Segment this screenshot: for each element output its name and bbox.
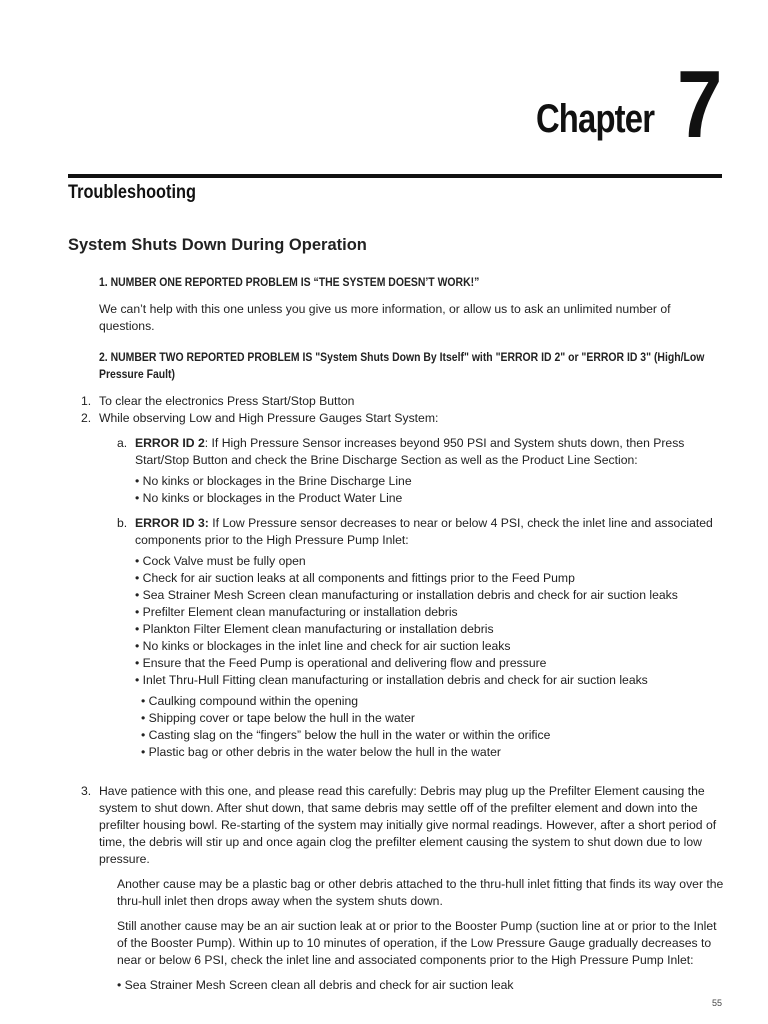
list-item: • Inlet Thru-Hull Fitting clean manufacturing or installation debris and check for air suction leaks — [135, 673, 648, 687]
chapter-heading — [510, 51, 722, 158]
error-id-2-item: a. ERROR ID 2: If High Pressure Sensor increases beyond 950 PSI and System shuts down, then Press Start/Stop Button and check the Brine Discharge Section as well as the Product Line Section: — [117, 436, 685, 467]
list-item: • Ensure that the Feed Pump is operational and delivering flow and pressure — [135, 656, 547, 670]
steps-list — [81, 393, 724, 427]
list-item: • Cock Valve must be fully open — [135, 554, 306, 568]
list-item: • No kinks or blockages in the Brine Discharge Line — [135, 474, 412, 488]
section-title: Troubleshooting — [68, 182, 196, 203]
list-item: • No kinks or blockages in the inlet line and check for air suction leaks — [135, 639, 511, 653]
step-3-item: 3. Have patience with this one, and please read this carefully: Debris may plug up the Prefilter Element causing the system to shut down. After shut down, that same debris may settle off of the prefilter element and down into the prefilter housing bowl. Re-starting of the system may initially give normal readings. However, after a short period of time, the debris will stir up and once again clog the prefilter element causing the system to shut down due to low pressure. — [81, 783, 724, 868]
list-item: • Prefilter Element clean manufacturing or installation debris — [135, 605, 458, 619]
list-item: • Shipping cover or tape below the hull in the water — [141, 711, 415, 725]
step-3-para2: Another cause may be a plastic bag or other debris attached to the thru-hull inlet fitting that finds its way over the thru-hull inlet then drops away when the system shuts down. — [117, 877, 724, 908]
list-item: • Caulking compound within the opening — [141, 694, 359, 708]
problem2-heading: 2. NUMBER TWO REPORTED PROBLEM IS "System Shuts Down By Itself" with "ERROR ID 2" or "ERROR ID 3" (High/Low Pressure Fault) — [99, 351, 705, 381]
list-item: • Sea Strainer Mesh Screen clean manufacturing or installation debris and check for air suction leaks — [135, 588, 678, 602]
subsection-title: System Shuts Down During Operation — [68, 236, 367, 254]
error-id-2-bullets — [135, 473, 724, 507]
chapter-rule — [68, 174, 722, 178]
error-id-3-bullets — [135, 553, 724, 689]
page-number: 55 — [711, 998, 722, 1008]
list-item: • Plastic bag or other debris in the water below the hull in the water — [141, 745, 501, 759]
error-id-3-item: b. ERROR ID 3: If Low Pressure sensor decreases to near or below 4 PSI, check the inlet line and associated components prior to the High Pressure Pump Inlet: — [117, 516, 713, 547]
list-item: 1. To clear the electronics Press Start/Stop Button — [81, 394, 355, 408]
step-3-para3: Still another cause may be an air suction leak at or prior to the Booster Pump (suction line at or prior to the Inlet of the Booster Pump). Within up to 10 minutes of operation, if the Low Pressure Gauge gradually decreases to near or below 6 PSI, check the inlet line and associated components prior to the High Pressure Pump Inlet: — [117, 919, 717, 967]
problem1-heading: 1. NUMBER ONE REPORTED PROBLEM IS “THE SYSTEM DOESN’T WORK!” — [99, 276, 480, 289]
error-id-3-label: ERROR ID 3: — [135, 516, 209, 530]
content-body — [81, 274, 724, 994]
list-item: • No kinks or blockages in the Product Water Line — [135, 491, 403, 505]
error-id-2-label: ERROR ID 2 — [135, 436, 205, 450]
step-3-text: Have patience with this one, and please read this carefully: Debris may plug up the Prefilter Element causing the system to shut down. After shut down, that same debris may settle off of the prefilter element and down into the prefilter housing bowl. Re-starting of the system may initially give normal readings. However, after a short period of time, the debris will stir up and once again clog the prefilter element causing the system to shut down due to low pressure. — [99, 784, 717, 866]
list-item: • Casting slag on the “fingers” below the hull in the water or within the orifice — [141, 728, 551, 742]
problem1-text: We can’t help with this one unless you give us more information, or allow us to ask an unlimited number of questions. — [99, 302, 671, 333]
chapter-number: 7 — [676, 51, 722, 158]
list-item: 2. While observing Low and High Pressure Gauges Start System: — [81, 411, 439, 425]
step-3-bullet: • Sea Strainer Mesh Screen clean all debris and check for air suction leak — [117, 978, 514, 992]
thru-hull-sub-bullets — [141, 693, 724, 761]
chapter-word: Chapter — [536, 97, 655, 141]
list-item: • Plankton Filter Element clean manufacturing or installation debris — [135, 622, 494, 636]
list-item: • Check for air suction leaks at all components and fittings prior to the Feed Pump — [135, 571, 575, 585]
